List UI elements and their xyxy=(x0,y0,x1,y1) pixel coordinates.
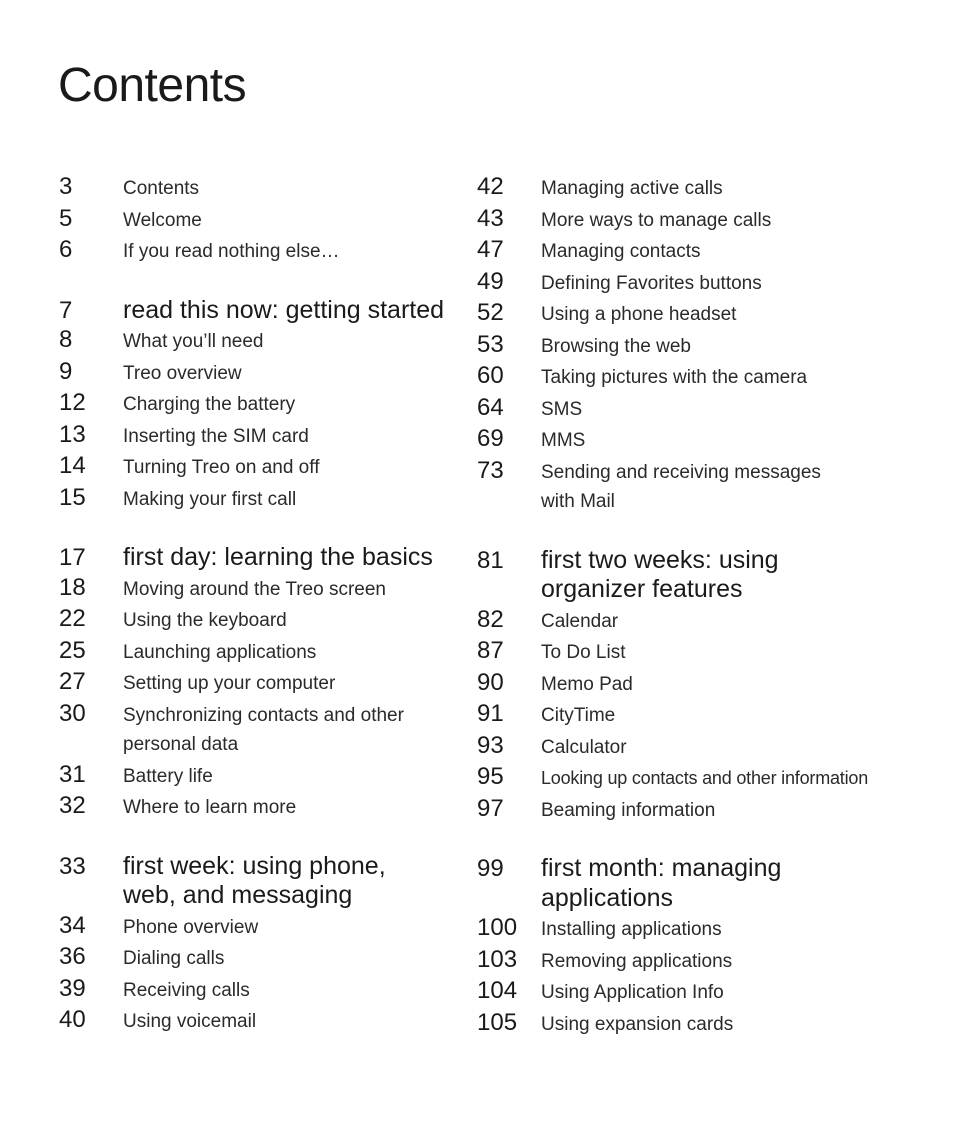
toc-entry-title: Sending and receiving messages with Mail xyxy=(541,461,821,512)
toc-page-number: 104 xyxy=(477,977,518,1004)
toc-entry[interactable] xyxy=(477,267,897,299)
toc-entry-title: Inserting the SIM card xyxy=(123,425,309,447)
toc-entry-title: Welcome xyxy=(123,209,202,231)
toc-entry-title: Using the keyboard xyxy=(123,610,287,631)
toc-entry[interactable] xyxy=(59,420,459,452)
toc-entry-title: Making your first call xyxy=(123,488,297,510)
toc-entry[interactable] xyxy=(477,172,897,204)
toc-page-number: 17 xyxy=(59,544,86,571)
toc-page-number: 47 xyxy=(477,236,504,263)
toc-entry-title: Using Application Info xyxy=(541,982,724,1003)
toc-entry[interactable] xyxy=(59,699,459,760)
toc-entry-title: Looking up contacts and other information xyxy=(541,768,869,788)
toc-page-number: 6 xyxy=(59,236,73,263)
toc-entry[interactable] xyxy=(59,451,459,483)
toc-entry[interactable] xyxy=(477,330,897,362)
toc-chapter-title: read this now: getting started xyxy=(123,295,445,324)
toc-section-getting-started xyxy=(59,296,459,515)
toc-entry[interactable] xyxy=(477,976,897,1008)
toc-entry-title: Phone overview xyxy=(123,916,259,938)
toc-page-number: 9 xyxy=(59,357,73,385)
toc-section-first-week xyxy=(59,852,459,1037)
toc-entry-title: To Do List xyxy=(541,642,626,663)
toc-entry[interactable] xyxy=(59,357,459,389)
toc-entry[interactable] xyxy=(477,668,897,700)
toc-page-number: 100 xyxy=(477,914,518,941)
toc-entry-title: SMS xyxy=(541,398,583,420)
toc-right-column xyxy=(477,172,897,1039)
toc-page-number: 97 xyxy=(477,794,504,822)
toc-entry[interactable] xyxy=(477,424,897,456)
toc-page-number: 82 xyxy=(477,605,504,633)
toc-entry[interactable] xyxy=(59,483,459,515)
toc-entry-title: Calculator xyxy=(541,736,627,758)
toc-entry[interactable] xyxy=(59,1005,459,1037)
toc-entry[interactable] xyxy=(59,760,459,792)
toc-page-number: 27 xyxy=(59,668,86,695)
toc-page-number: 5 xyxy=(59,204,73,232)
toc-entry[interactable] xyxy=(59,604,459,636)
toc-page-number: 15 xyxy=(59,483,86,511)
toc-page-number: 103 xyxy=(477,945,518,973)
toc-entry[interactable] xyxy=(59,388,459,420)
page-title: Contents xyxy=(58,59,247,112)
toc-entry[interactable] xyxy=(477,794,897,826)
toc-entry-title: Calendar xyxy=(541,610,619,632)
toc-chapter-title: first day: learning the basics xyxy=(123,543,433,571)
toc-page-number: 69 xyxy=(477,425,504,452)
toc-entry[interactable] xyxy=(477,204,897,236)
toc-page-number: 40 xyxy=(59,1006,86,1033)
toc-entry-title: Battery life xyxy=(123,765,213,787)
toc-page-number: 52 xyxy=(477,299,504,326)
toc-entry-title: Turning Treo on and off xyxy=(123,457,320,478)
toc-section-first-two-weeks xyxy=(477,546,897,826)
toc-entry-title: Defining Favorites buttons xyxy=(541,272,762,294)
toc-entry[interactable] xyxy=(59,636,459,668)
toc-page-number: 42 xyxy=(477,173,504,200)
toc-entry-title: What you’ll need xyxy=(123,331,264,352)
toc-page-number: 73 xyxy=(477,456,504,484)
toc-entry[interactable] xyxy=(59,573,459,605)
toc-entry[interactable] xyxy=(477,1008,897,1040)
toc-chapter-heading[interactable] xyxy=(59,296,459,326)
toc-entry[interactable] xyxy=(477,913,897,945)
toc-page-number: 12 xyxy=(59,389,86,416)
toc-page-number: 33 xyxy=(59,852,86,880)
toc-entry[interactable] xyxy=(477,636,897,668)
toc-entry[interactable] xyxy=(477,762,897,794)
toc-entry-title: Beaming information xyxy=(541,799,716,821)
toc-page-number: 64 xyxy=(477,393,504,421)
toc-entry[interactable] xyxy=(59,172,459,204)
toc-entry[interactable] xyxy=(59,235,459,267)
toc-entry[interactable] xyxy=(59,325,459,357)
toc-entry[interactable] xyxy=(477,605,897,637)
toc-entry-title: Installing applications xyxy=(541,919,722,940)
toc-entry[interactable] xyxy=(477,456,897,517)
toc-entry[interactable] xyxy=(59,667,459,699)
toc-chapter-title: first week: using phone, web, and messaging xyxy=(123,851,386,909)
toc-entry-title: Dialing calls xyxy=(123,948,225,969)
toc-section-front-matter xyxy=(59,172,459,267)
toc-entry[interactable] xyxy=(477,945,897,977)
toc-chapter-heading[interactable] xyxy=(59,852,459,911)
toc-entry-title: If you read nothing else… xyxy=(123,241,340,262)
toc-entry[interactable] xyxy=(477,298,897,330)
toc-page-number: 43 xyxy=(477,204,504,232)
toc-entry[interactable] xyxy=(477,235,897,267)
toc-entry-title: Managing active calls xyxy=(541,178,723,199)
toc-page-number: 3 xyxy=(59,173,73,200)
toc-page-number: 32 xyxy=(59,792,86,819)
toc-entry-title: Memo Pad xyxy=(541,673,633,695)
toc-page-number: 18 xyxy=(59,573,86,601)
toc-section-first-day xyxy=(59,543,459,823)
toc-entry-title: Removing applications xyxy=(541,950,733,972)
toc-entry-title: Synchronizing contacts and other personal data xyxy=(123,704,404,755)
toc-entry-title: Receiving calls xyxy=(123,979,250,1001)
toc-page-number: 91 xyxy=(477,700,504,727)
toc-entry[interactable] xyxy=(477,393,897,425)
toc-chapter-heading[interactable] xyxy=(59,543,459,573)
toc-entry-title: MMS xyxy=(541,430,586,451)
toc-page-number: 13 xyxy=(59,420,86,448)
toc-entry-title: Using voicemail xyxy=(123,1011,257,1032)
toc-entry[interactable] xyxy=(59,204,459,236)
toc-entry-title: Launching applications xyxy=(123,641,317,663)
toc-page-number: 95 xyxy=(477,763,504,790)
toc-entry-title: Browsing the web xyxy=(541,335,691,357)
toc-entry[interactable] xyxy=(59,974,459,1006)
toc-chapter-title: first month: managing applications xyxy=(541,854,782,912)
toc-entry-title: Setting up your computer xyxy=(123,673,336,694)
toc-page-number: 36 xyxy=(59,943,86,970)
toc-page-number: 34 xyxy=(59,911,86,939)
toc-page-number: 87 xyxy=(477,637,504,664)
toc-entry-title: Charging the battery xyxy=(123,394,296,415)
toc-page-number: 30 xyxy=(59,699,86,727)
toc-chapter-heading[interactable] xyxy=(477,854,897,913)
toc-entry[interactable] xyxy=(59,911,459,943)
toc-section-first-week-continued xyxy=(477,172,897,517)
toc-page-number: 90 xyxy=(477,668,504,696)
toc-entry-title: Treo overview xyxy=(123,362,242,384)
toc-entry-title: Moving around the Treo screen xyxy=(123,578,386,600)
toc-page-number: 8 xyxy=(59,326,73,353)
toc-page-number: 105 xyxy=(477,1008,518,1036)
toc-page-number: 49 xyxy=(477,267,504,295)
toc-page-number: 60 xyxy=(477,362,504,389)
toc-entry-title: CityTime xyxy=(541,705,616,726)
toc-entry-title: Managing contacts xyxy=(541,241,701,262)
toc-page-number: 25 xyxy=(59,636,86,664)
toc-entry[interactable] xyxy=(59,791,459,823)
toc-page-number: 99 xyxy=(477,855,504,882)
toc-page-number: 39 xyxy=(59,974,86,1002)
toc-left-column xyxy=(59,172,459,1037)
toc-page-number: 81 xyxy=(477,546,504,574)
toc-entry-title: Using expansion cards xyxy=(541,1013,734,1035)
toc-entry[interactable] xyxy=(477,731,897,763)
toc-entry-title: Contents xyxy=(123,178,200,199)
toc-page-number: 31 xyxy=(59,760,86,788)
toc-entry[interactable] xyxy=(477,699,897,731)
toc-page-number: 93 xyxy=(477,731,504,759)
toc-entry-title: Taking pictures with the camera xyxy=(541,367,808,388)
toc-page-number: 22 xyxy=(59,605,86,632)
toc-entry-title: Using a phone headset xyxy=(541,304,737,325)
toc-entry[interactable] xyxy=(59,942,459,974)
toc-page-number: 14 xyxy=(59,452,86,479)
toc-entry-title: More ways to manage calls xyxy=(541,209,772,231)
toc-section-first-month xyxy=(477,854,897,1039)
toc-chapter-heading[interactable] xyxy=(477,546,897,605)
toc-chapter-title: first two weeks: using organizer features xyxy=(541,545,779,603)
toc-page-number: 53 xyxy=(477,330,504,358)
toc-entry-title: Where to learn more xyxy=(123,797,297,818)
toc-entry[interactable] xyxy=(477,361,897,393)
toc-page-number: 7 xyxy=(59,296,73,324)
